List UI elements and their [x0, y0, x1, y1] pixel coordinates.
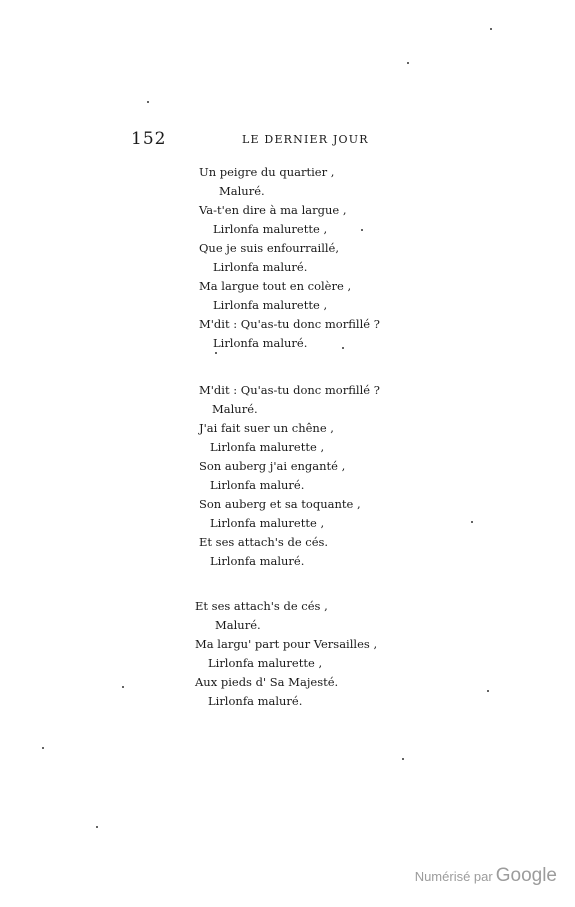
verse-line: Lirlonfa maluré.	[208, 694, 303, 708]
google-logo: Google	[495, 865, 557, 886]
verse-line: Va-t'en dire à ma largue ,	[199, 203, 347, 217]
verse-line: Ma largue tout en colère ,	[199, 279, 352, 293]
verse-line: J'ai fait suer un chêne ,	[199, 421, 334, 435]
verse-line: Lirlonfa malurette ,	[208, 656, 323, 670]
scan-speck	[402, 758, 404, 760]
verse-line: Lirlonfa maluré.	[210, 554, 305, 568]
scan-speck	[487, 690, 489, 692]
verse-line: Et ses attach's de cés ,	[195, 599, 328, 613]
verse-line: Ma largu' part pour Versailles ,	[195, 637, 378, 651]
verse-line: Aux pieds d' Sa Majesté.	[195, 675, 339, 689]
verse-line: Et ses attach's de cés.	[199, 535, 329, 549]
scan-speck	[361, 229, 363, 231]
verse-line: Son auberg et sa toquante ,	[199, 497, 361, 511]
digitization-watermark	[415, 865, 557, 887]
verse-line: Que je suis enfourraillé,	[199, 241, 340, 255]
verse-line: Lirlonfa maluré.	[213, 336, 308, 350]
scan-speck	[471, 521, 473, 523]
scan-speck	[407, 62, 409, 64]
watermark-prefix: Numérisé par	[414, 869, 493, 884]
verse-line: Un peigre du quartier ,	[199, 165, 335, 179]
scan-speck	[215, 352, 217, 354]
scan-speck	[42, 747, 44, 749]
verse-line: M'dit : Qu'as-tu donc morfillé ?	[199, 317, 380, 331]
scan-speck	[147, 101, 149, 103]
verse-line: Lirlonfa malurette ,	[213, 298, 328, 312]
verse-line: Lirlonfa maluré.	[213, 260, 308, 274]
scan-speck	[342, 347, 344, 349]
verse-line: Maluré.	[215, 618, 261, 632]
verse-line: Maluré.	[219, 184, 265, 198]
verse-line: Lirlonfa malurette ,	[213, 222, 328, 236]
scan-speck	[122, 686, 124, 688]
scan-speck	[490, 28, 492, 30]
verse-line: M'dit : Qu'as-tu donc morfillé ?	[199, 383, 380, 397]
verse-line: Maluré.	[212, 402, 258, 416]
verse-line: Lirlonfa malurette ,	[210, 516, 325, 530]
page-number: 152	[131, 129, 167, 149]
running-title: LE DERNIER JOUR	[242, 133, 369, 146]
verse-line: Son auberg j'ai enganté ,	[199, 459, 346, 473]
scan-speck	[96, 826, 98, 828]
verse-line: Lirlonfa malurette ,	[210, 440, 325, 454]
verse-line: Lirlonfa maluré.	[210, 478, 305, 492]
